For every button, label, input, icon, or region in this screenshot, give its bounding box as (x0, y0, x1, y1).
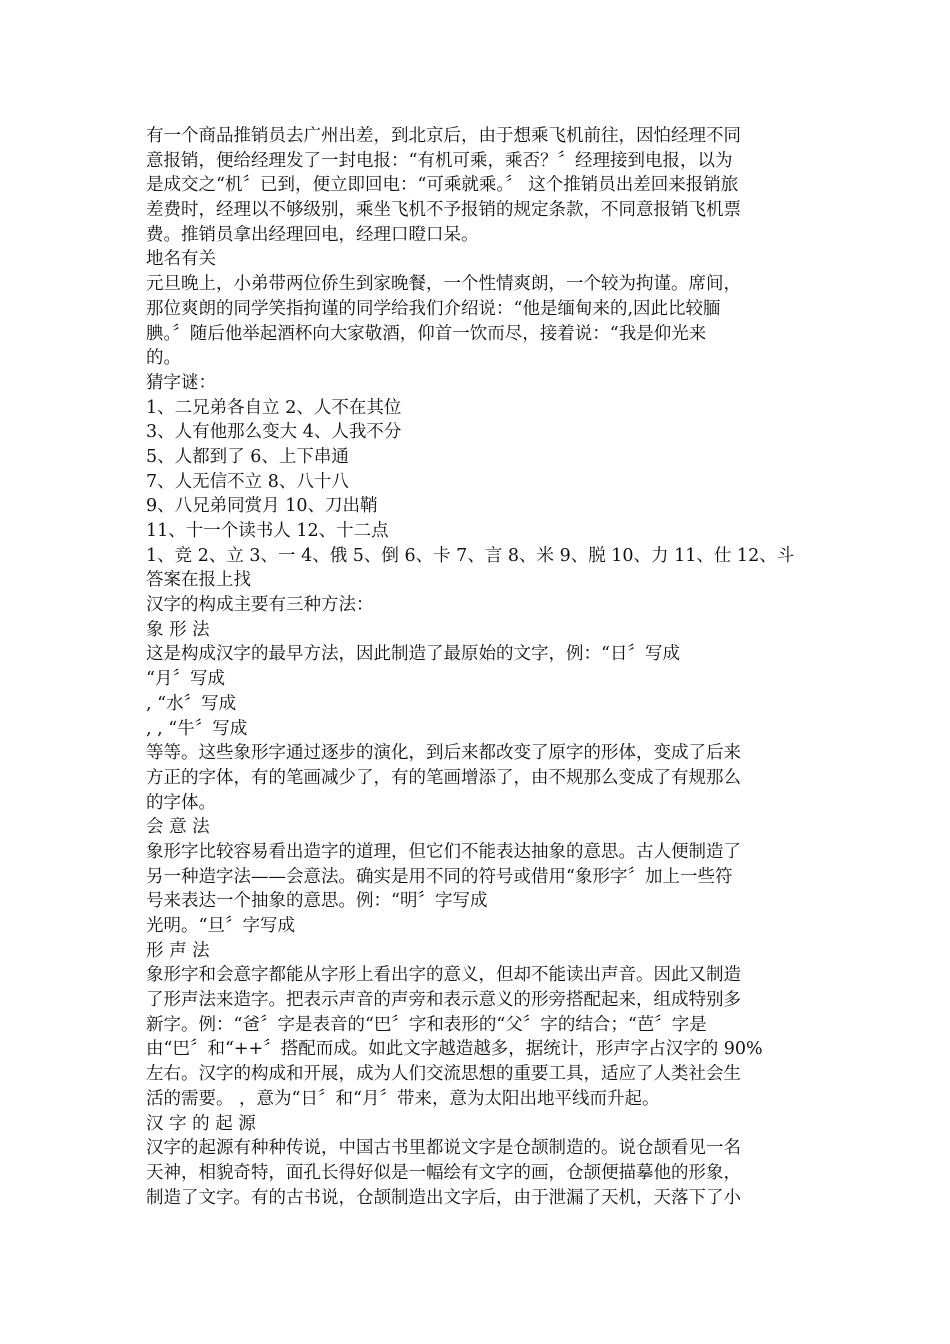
text-line: 费。推销员拿出经理回电，经理口瞪口呆。 (146, 224, 479, 245)
section-heading: 猜字谜： (146, 372, 216, 393)
text-line: 答案在报上找 (146, 570, 251, 591)
text-line: 象形字比较容易看出造字的道理，但它们不能表达抽象的意思。古人便制造了 (146, 841, 741, 862)
text-line: “月〞写成 (146, 669, 225, 690)
section-heading: 地名有关 (146, 249, 216, 270)
riddle-line: 5、人都到了 6、上下串通 (146, 446, 349, 467)
text-line: 号来表达一个抽象的意思。例：“明〞字写成 (146, 891, 488, 912)
text-line: 天神，相貌奇特，面孔长得好似是一幅绘有文字的画，仓颉便描摹他的形象， (146, 1162, 741, 1183)
text-line: 那位爽朗的同学笑指拘谨的同学给我们介绍说：“他是缅甸来的,因此比较腼 (146, 298, 721, 319)
section-heading: 象 形 法 (146, 619, 210, 640)
text-line: , “水〞写成 (146, 693, 237, 714)
riddle-line: 7、人无信不立 8、八十八 (146, 471, 349, 492)
text-line: 差费时，经理以不够级别，乘坐飞机不予报销的规定条款，不同意报销飞机票 (146, 200, 741, 221)
text-line: 另一种造字法——会意法。确实是用不同的符号或借用“象形字〞加上一些符 (146, 866, 733, 887)
text-line: 光明。“旦〞字写成 (146, 916, 295, 936)
text-line: 汉字的构成主要有三种方法： (146, 595, 374, 616)
text-line: 的字体。 (146, 792, 216, 813)
text-line: 汉字的起源有种种传说，中国古书里都说文字是仓颉制造的。说仓颉看见一名 (146, 1138, 741, 1159)
text-line: 的。 (146, 348, 181, 369)
text-line: 是成交之“机〞已到，便立即回电：“可乘就乘。〞 这个推销员出差回来报销旅 (146, 175, 739, 196)
riddle-line: 1、二兄弟各自立 2、人不在其位 (146, 397, 402, 418)
text-line: 方正的字体，有的笔画减少了，有的笔画增添了，由不规那么变成了有规那么 (146, 767, 741, 788)
text-line: 左右。汉字的构成和开展，成为人们交流思想的重要工具，适应了人类社会生 (146, 1064, 741, 1085)
text-line: 活的需要。 ，意为“日〞和“月〞带来，意为太阳出地平线而升起。 (146, 1088, 660, 1109)
section-heading: 汉 字 的 起 源 (146, 1113, 256, 1134)
riddle-line: 11、十一个读书人 12、十二点 (146, 521, 389, 541)
text-line: 这是构成汉字的最早方法，因此制造了最原始的文字，例：“日〞写成 (146, 644, 680, 665)
text-line: 有一个商品推销员去广州出差，到北京后，由于想乘飞机前往，因怕经理不同 (146, 126, 741, 146)
section-heading: 会 意 法 (146, 817, 210, 838)
text-line: 象形字和会意字都能从字形上看出字的意义，但却不能读出声音。因此又制造 (146, 965, 741, 986)
riddle-line: 9、八兄弟同赏月 10、刀出鞘 (146, 496, 378, 517)
text-line: 新字。例：“爸〞字是表音的“巴〞字和表形的“父〞字的结合；“芭〞字是 (146, 1014, 707, 1035)
text-line: 等等。这些象形字通过逐步的演化，到后来都改变了原字的形体，变成了后来 (146, 743, 741, 764)
riddle-line: 3、人有他那么变大 4、人我不分 (146, 422, 402, 443)
text-line: 腆。〞随后他举起酒杯向大家敬酒，仰首一饮而尽，接着说：“我是仰光来 (146, 323, 707, 344)
text-line: 元旦晚上，小弟带两位侨生到家晚餐，一个性情爽朗，一个较为拘谨。席间， (146, 274, 741, 295)
text-line: 制造了文字。有的古书说，仓颉制造出文字后，由于泄漏了天机，天落下了小 (146, 1187, 741, 1208)
answers-line: 1、竞 2、立 3、一 4、俄 5、倒 6、卡 7、言 8、米 9、脱 10、力 11、仕 12、斗 (146, 545, 795, 566)
text-line: , , “牛〞写成 (146, 718, 248, 739)
document-body (146, 124, 806, 1210)
text-line: 由“巴〞和“++〞搭配而成。如此文字越造越多，据统计，形声字占汉字的 90% (146, 1039, 763, 1060)
text-line: 意报销，便给经理发了一封电报：“有机可乘，乘否？〞经理接到电报，以为 (146, 150, 733, 171)
section-heading: 形 声 法 (146, 940, 210, 961)
text-line: 了形声法来造字。把表示声音的声旁和表示意义的形旁搭配起来，组成特别多 (146, 990, 741, 1011)
